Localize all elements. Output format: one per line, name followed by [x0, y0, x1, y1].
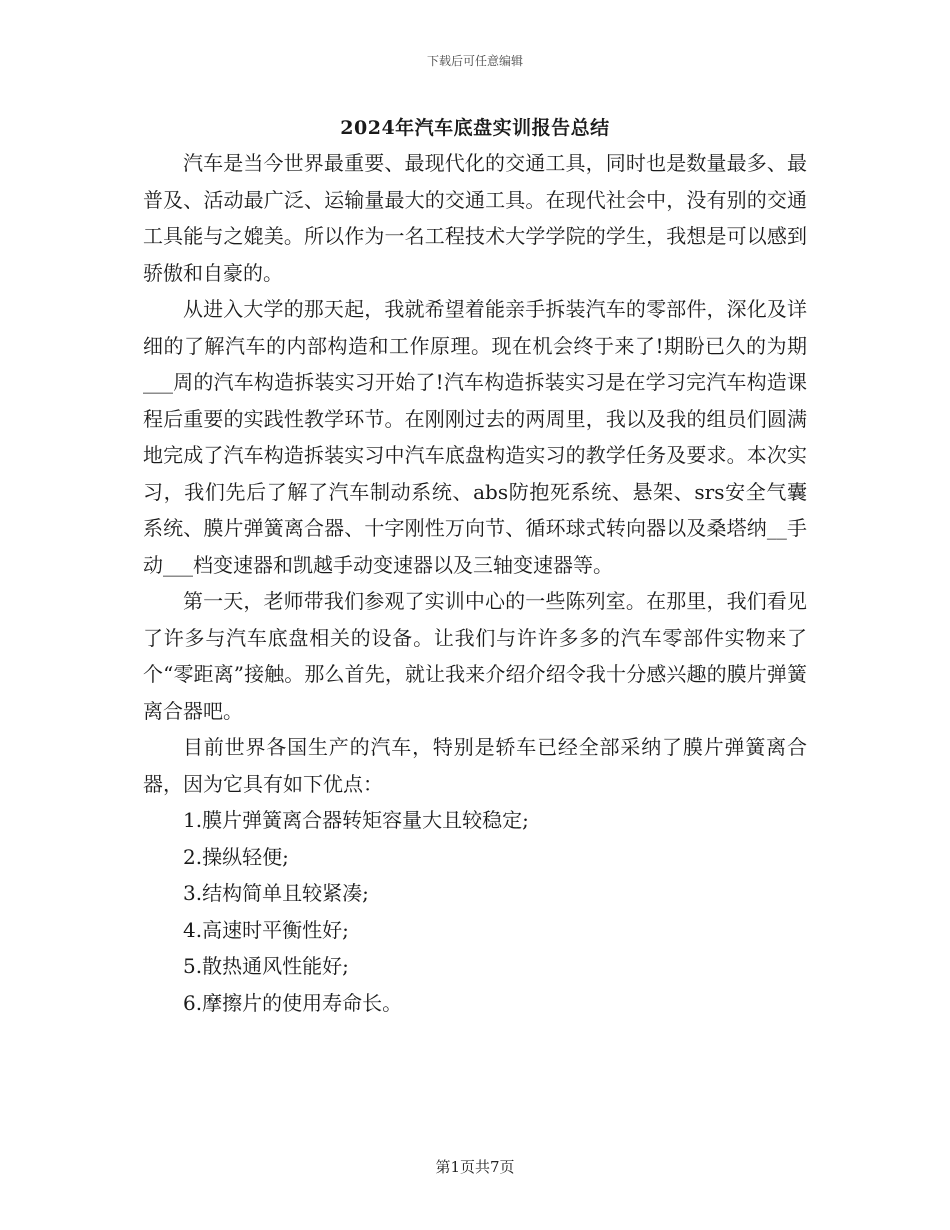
paragraph: 汽车是当今世界最重要、最现代化的交通工具，同时也是数量最多、最普及、活动最广泛、运输量最大的交通工具。在现代社会中，没有别的交通工具能与之媲美。所以作为一名工程技术大学学院的学生，我想是可以感到骄傲和自豪的。 [143, 151, 807, 285]
list-item: 3.结构简单且较紧凑; [183, 881, 369, 905]
list-item: 4.高速时平衡性好; [183, 917, 349, 942]
document-title: 2024年汽车底盘实训报告总结 [340, 117, 610, 139]
list-item: 5.散热通风性能好; [183, 954, 349, 978]
paragraph: 目前世界各国生产的汽车，特别是轿车已经全部采纳了膜片弹簧离合器，因为它具有如下优点： [143, 735, 807, 796]
paragraph: 从进入大学的那天起，我就希望着能亲手拆装汽车的零部件，深化及详细的了解汽车的内部构造和工作原理。现在机会终于来了!期盼已久的为期___周的汽车构造拆装实习开始了!汽车构造拆装实习是在学习完汽车构造课程后重要的实践性教学环节。在刚刚过去的两周里，我以及我的组员们圆满地完成了汽车构造拆装实习中汽车底盘构造实习的教学任务及要求。本次实习，我们先后了解了汽车制动系统、abs防抱死系统、悬架、srs安全气囊系统、膜片弹簧离合器、十字刚性万向节、循环球式转向器以及桑塔纳__手动___档变速器和凯越手动变速器以及三轴变速器等。 [143, 297, 807, 577]
list-item: 2.操纵轻便; [183, 844, 289, 869]
page-header-note: 下载后可任意编辑 [426, 54, 523, 68]
paragraph: 第一天，老师带我们参观了实训中心的一些陈列室。在那里，我们看见了许多与汽车底盘相关的设备。让我们与许许多多的汽车零部件实物来了个“零距离”接触。那么首先，就让我来介绍介绍令我十分感兴趣的膜片弹簧离合器吧。 [143, 589, 807, 723]
list-item: 6.摩擦片的使用寿命长。 [183, 990, 403, 1015]
document-body [143, 145, 807, 1021]
list-item: 1.膜片弹簧离合器转矩容量大且较稳定; [183, 808, 529, 832]
page-footer-page-number: 第1页共7页 [435, 1158, 515, 1176]
